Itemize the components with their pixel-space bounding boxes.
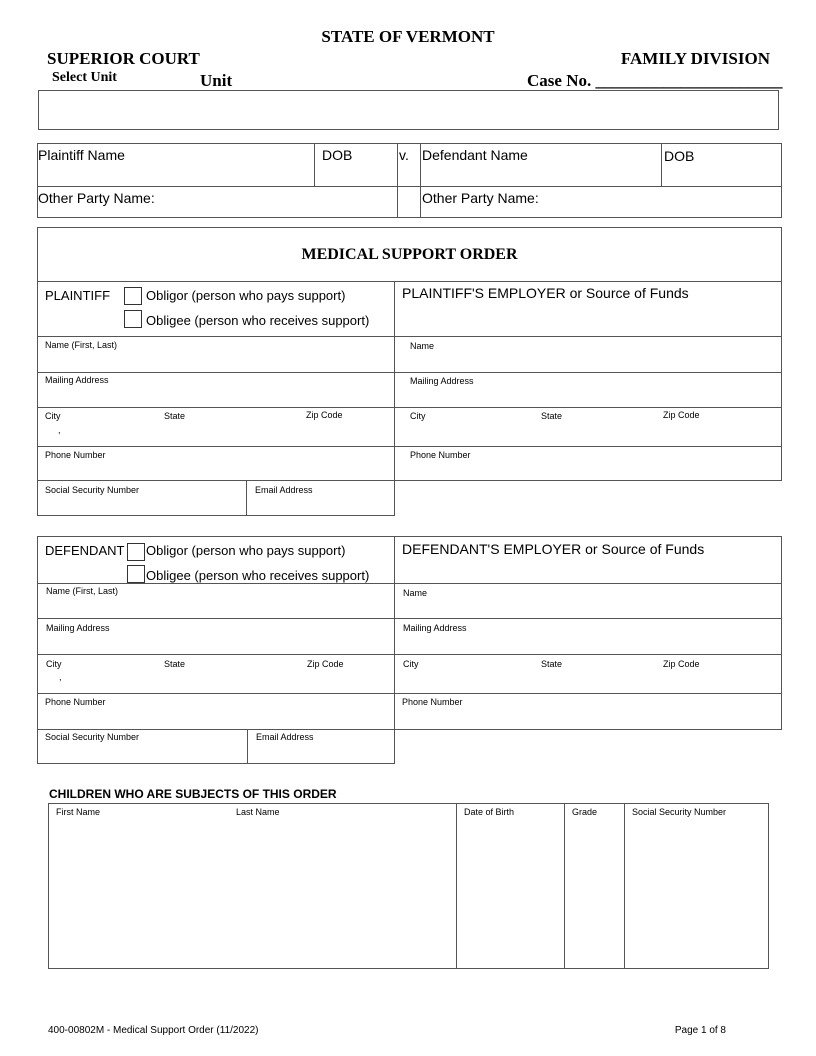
plaintiff-city-comma: , <box>58 425 61 435</box>
defendant-obligor-checkbox[interactable] <box>127 543 145 561</box>
page-number: Page 1 of 8 <box>674 1025 726 1036</box>
defendant-city-comma: , <box>59 672 62 682</box>
form-id: 400-00802M - Medical Support Order (11/2022) <box>48 1025 259 1036</box>
plaintiff-obligor-checkbox[interactable] <box>124 287 142 305</box>
plaintiff-email-input[interactable]: Email Address <box>255 485 313 495</box>
case-number-field[interactable]: Case No. ______________________ <box>527 71 783 90</box>
defendant-employer-mailing-input[interactable]: Mailing Address <box>403 623 467 633</box>
court-name: SUPERIOR COURT <box>47 49 200 68</box>
plaintiff-obligor-label: Obligor (person who pays support) <box>146 288 346 303</box>
defendant-name-input[interactable]: Name (First, Last) <box>46 586 119 596</box>
defendant-employer-city-input[interactable]: City <box>403 659 419 669</box>
plaintiff-name-field[interactable]: Plaintiff Name <box>38 147 125 163</box>
plaintiff-employer-label: PLAINTIFF'S EMPLOYER or Source of Funds <box>402 285 689 301</box>
defendant-city-input[interactable]: City <box>46 659 62 669</box>
plaintiff-city-input[interactable]: City <box>45 411 61 421</box>
unit-address-field[interactable] <box>38 90 779 130</box>
plaintiff-label: PLAINTIFF <box>45 288 111 303</box>
versus-label: v. <box>399 147 409 163</box>
plaintiff-dob-field[interactable]: DOB <box>322 147 353 163</box>
plaintiff-state-input[interactable]: State <box>164 411 186 421</box>
plaintiff-employer-mailing-input[interactable]: Mailing Address <box>410 376 474 386</box>
plaintiff-phone-input[interactable]: Phone Number <box>45 450 106 460</box>
defendant-email-input[interactable]: Email Address <box>256 732 314 742</box>
defendant-employer-zip-input[interactable]: Zip Code <box>663 659 700 669</box>
plaintiff-name-input[interactable]: Name (First, Last) <box>45 340 118 350</box>
defendant-ssn-input[interactable]: Social Security Number <box>45 732 140 742</box>
defendant-obligee-label: Obligee (person who receives support) <box>146 568 370 583</box>
unit-label: Unit <box>200 71 233 90</box>
defendant-employer-label: DEFENDANT'S EMPLOYER or Source of Funds <box>402 541 705 557</box>
plaintiff-mailing-input[interactable]: Mailing Address <box>45 375 109 385</box>
plaintiff-zip-input[interactable]: Zip Code <box>306 410 343 420</box>
defendant-employer-state-input[interactable]: State <box>541 659 563 669</box>
plaintiff-obligee-checkbox[interactable] <box>124 310 142 328</box>
defendant-dob-field[interactable]: DOB <box>664 148 695 164</box>
plaintiff-city-row <box>37 407 395 447</box>
plaintiff-employer-name-input[interactable]: Name <box>410 341 435 351</box>
other-party-field-1[interactable]: Other Party Name: <box>38 190 155 206</box>
defendant-label: DEFENDANT <box>45 543 125 558</box>
other-party-field-2[interactable]: Other Party Name: <box>422 190 539 206</box>
defendant-phone-input[interactable]: Phone Number <box>45 697 106 707</box>
children-heading: CHILDREN WHO ARE SUBJECTS OF THIS ORDER <box>49 787 337 801</box>
plaintiff-ssn-input[interactable]: Social Security Number <box>45 485 140 495</box>
defendant-employer-phone-input[interactable]: Phone Number <box>402 697 463 707</box>
defendant-name-field[interactable]: Defendant Name <box>422 147 528 163</box>
defendant-state-input[interactable]: State <box>164 659 186 669</box>
column-last-name: Last Name <box>236 807 280 817</box>
column-ssn: Social Security Number <box>632 807 727 817</box>
plaintiff-employer-zip-input[interactable]: Zip Code <box>663 410 700 420</box>
column-first-name: First Name <box>56 807 101 817</box>
select-unit-dropdown[interactable]: Select Unit <box>52 70 117 85</box>
plaintiff-employer-state-input[interactable]: State <box>541 411 563 421</box>
form-title: MEDICAL SUPPORT ORDER <box>301 246 518 263</box>
plaintiff-employer-city-input[interactable]: City <box>410 411 426 421</box>
defendant-obligor-label: Obligor (person who pays support) <box>146 543 346 558</box>
children-table[interactable] <box>48 803 769 969</box>
division-name: FAMILY DIVISION <box>620 49 770 68</box>
defendant-mailing-input[interactable]: Mailing Address <box>46 623 110 633</box>
plaintiff-employer-city-row <box>394 407 782 447</box>
defendant-employer-name-input[interactable]: Name <box>403 588 428 598</box>
defendant-obligee-checkbox[interactable] <box>127 565 145 583</box>
plaintiff-employer-phone-input[interactable]: Phone Number <box>410 450 471 460</box>
defendant-zip-input[interactable]: Zip Code <box>307 659 344 669</box>
column-date-of-birth: Date of Birth <box>464 807 515 817</box>
state-heading: STATE OF VERMONT <box>321 27 495 46</box>
plaintiff-obligee-label: Obligee (person who receives support) <box>146 313 370 328</box>
column-grade: Grade <box>572 807 598 817</box>
